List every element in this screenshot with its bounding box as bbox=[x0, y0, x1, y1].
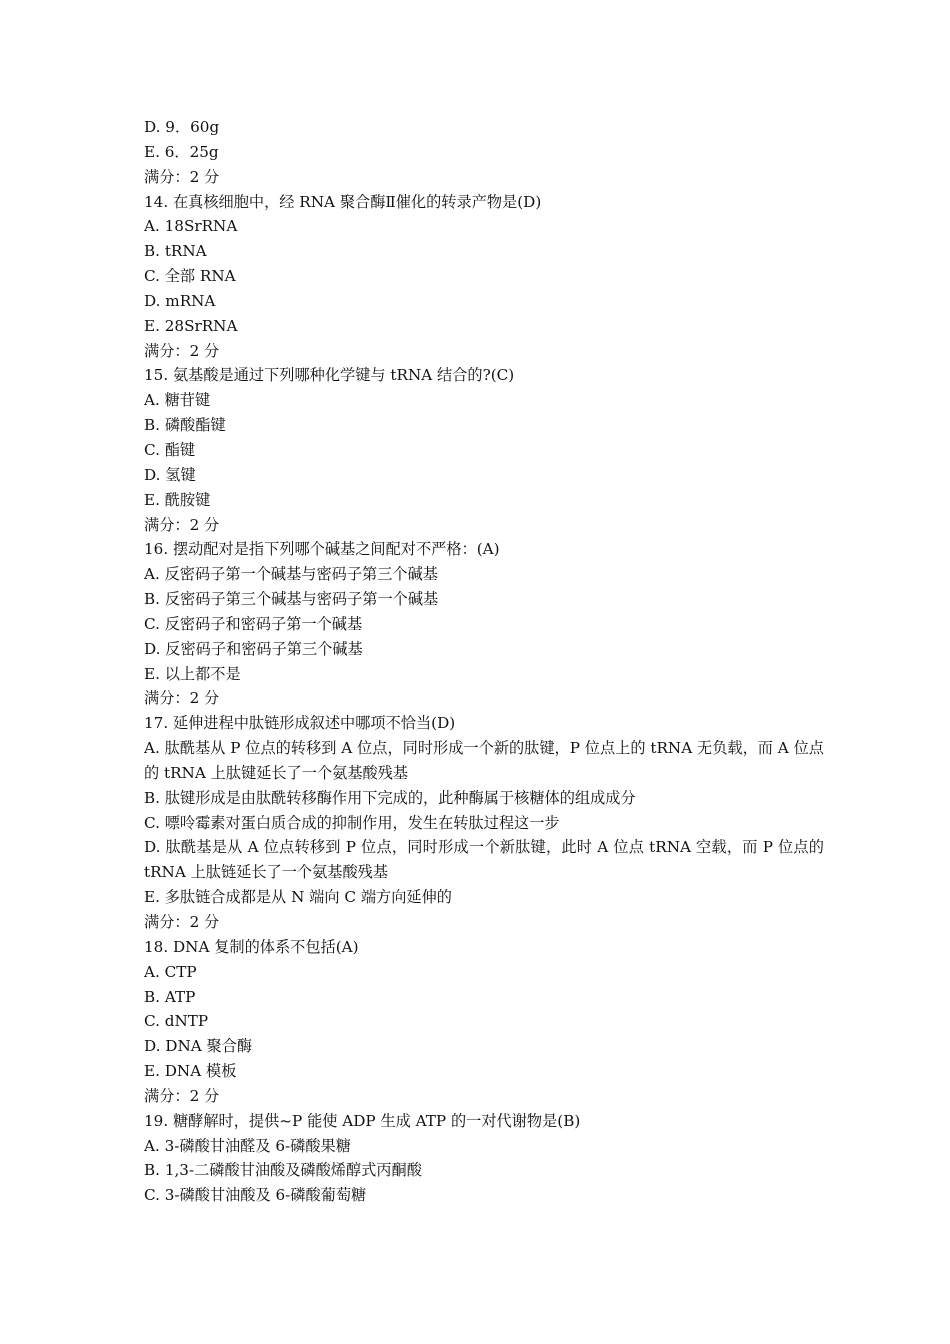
answer-option: C. 3-磷酸甘油酸及 6-磷酸葡萄糖 bbox=[144, 1186, 367, 1205]
answer-option: D. mRNA bbox=[144, 291, 216, 310]
answer-option: A. 反密码子第一个碱基与密码子第三个碱基 bbox=[144, 565, 438, 584]
answer-option: D. 反密码子和密码子第三个碱基 bbox=[144, 639, 363, 658]
answer-option: E. 28SrRNA bbox=[144, 316, 238, 335]
answer-option: C. 全部 RNA bbox=[144, 267, 236, 286]
answer-option: C. 酯键 bbox=[144, 440, 196, 459]
answer-option: D. 肽酰基是从 A 位点转移到 P 位点，同时形成一个新肽键，此时 A 位点 tRNA 空载，而 P 位点的 tRNA 上肽链延长了一个氨基酸残基 bbox=[144, 838, 824, 882]
answer-option: E. 多肽链合成都是从 N 端向 C 端方向延伸的 bbox=[144, 888, 452, 907]
question-stem: 15. 氨基酸是通过下列哪种化学键与 tRNA 结合的?(C) bbox=[144, 366, 515, 385]
answer-option: C. dNTP bbox=[144, 1012, 209, 1031]
answer-option: D. 氢键 bbox=[144, 465, 196, 484]
answer-option: E. DNA 模板 bbox=[144, 1062, 237, 1081]
score-line: 满分：2 分 bbox=[144, 515, 220, 534]
document-page bbox=[144, 115, 824, 1208]
answer-option: C. 反密码子和密码子第一个碱基 bbox=[144, 614, 363, 633]
answer-option: D. 9．60g bbox=[144, 118, 220, 136]
answer-option: A. 糖苷键 bbox=[144, 391, 211, 410]
answer-option: B. 1,3-二磷酸甘油酸及磷酸烯醇式丙酮酸 bbox=[144, 1161, 422, 1180]
score-line: 满分：2 分 bbox=[144, 689, 220, 708]
answer-option: A. 肽酰基从 P 位点的转移到 A 位点，同时形成一个新的肽键，P 位点上的 tRNA 无负载，而 A 位点的 tRNA 上肽键延长了一个氨基酸残基 bbox=[144, 739, 824, 782]
answer-option: B. ATP bbox=[144, 987, 196, 1006]
score-line: 满分：2 分 bbox=[144, 341, 220, 360]
answer-option: E. 6．25g bbox=[144, 142, 219, 161]
score-line: 满分：2 分 bbox=[144, 913, 220, 931]
score-line: 满分：2 分 bbox=[144, 167, 220, 186]
question-stem: 14. 在真核细胞中，经 RNA 聚合酶Ⅱ催化的转录产物是(D) bbox=[144, 192, 542, 211]
answer-option: A. 3-磷酸甘油醛及 6-磷酸果糖 bbox=[144, 1136, 351, 1155]
answer-option: A. CTP bbox=[144, 962, 197, 981]
question-stem: 19. 糖酵解时，提供~P 能使 ADP 生成 ATP 的一对代谢物是(B) bbox=[144, 1111, 581, 1130]
question-stem: 18. DNA 复制的体系不包括(A) bbox=[144, 937, 359, 956]
answer-option: D. DNA 聚合酶 bbox=[144, 1037, 253, 1056]
answer-option: E. 酰胺键 bbox=[144, 490, 211, 509]
answer-option: B. 反密码子第三个碱基与密码子第一个碱基 bbox=[144, 590, 439, 609]
answer-option: B. tRNA bbox=[144, 242, 207, 261]
score-line: 满分：2 分 bbox=[144, 1086, 220, 1105]
question-stem: 16. 摆动配对是指下列哪个碱基之间配对不严格：(A) bbox=[144, 540, 500, 559]
answer-option: C. 嘌呤霉素对蛋白质合成的抑制作用，发生在转肽过程这一步 bbox=[144, 813, 560, 832]
answer-option: B. 磷酸酯键 bbox=[144, 416, 226, 435]
answer-option: E. 以上都不是 bbox=[144, 664, 241, 683]
answer-option: B. 肽键形成是由肽酰转移酶作用下完成的，此种酶属于核糖体的组成成分 bbox=[144, 788, 636, 807]
answer-option: A. 18SrRNA bbox=[144, 217, 238, 236]
question-stem: 17. 延伸进程中肽链形成叙述中哪项不恰当(D) bbox=[144, 714, 456, 733]
